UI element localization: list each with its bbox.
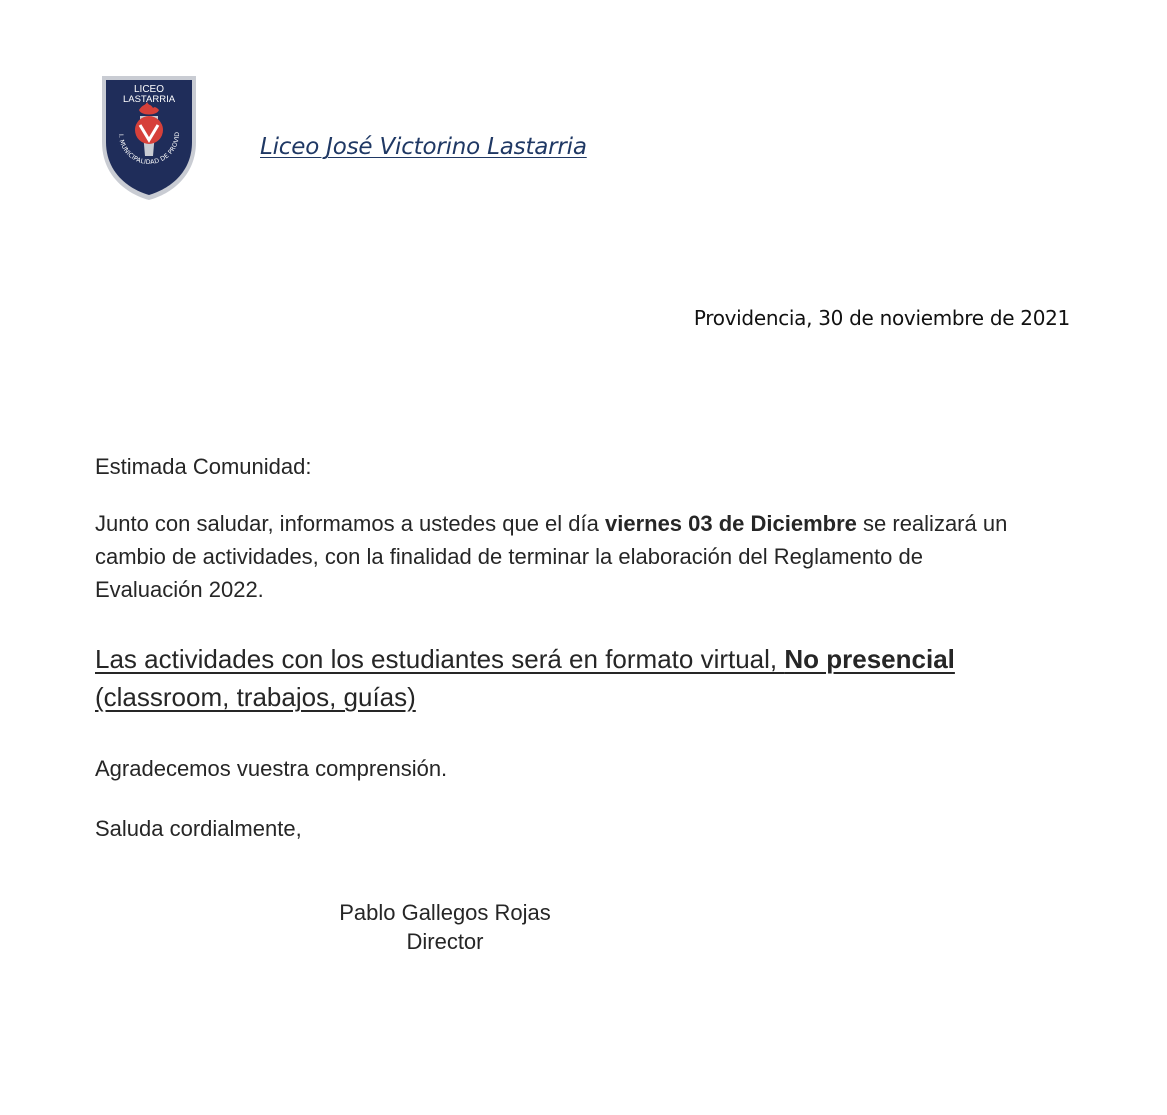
svg-text:LASTARRIA: LASTARRIA: [122, 94, 176, 105]
salutation: Estimada Comunidad:: [95, 454, 312, 479]
event-date-bold: viernes 03 de Diciembre: [604, 511, 857, 536]
paragraph-text-continued: se realizará un cambio de actividades, con la finalidad de terminar la elaboración del Reglamento de Evaluación 2022.: [95, 511, 1008, 602]
signer-title: Director: [406, 929, 484, 954]
school-crest-logo: [99, 72, 199, 202]
crest-shield-icon: [99, 72, 199, 202]
svg-text:LICEO: LICEO: [133, 84, 165, 95]
signer-name: Pablo Gallegos Rojas: [339, 900, 551, 925]
closing-line: Saluda cordialmente,: [95, 816, 302, 841]
thanks-line: Agradecemos vuestra comprensión.: [95, 756, 448, 781]
svg-text:I. MUNICIPALIDAD DE PROVIDENCI: I. MUNICIPALIDAD DE PROVID: [116, 131, 182, 167]
signature-block: [300, 898, 590, 956]
paragraph-text: Junto con saludar, informamos a ustedes que el día: [95, 511, 605, 536]
virtual-activities-notice: [95, 640, 1095, 716]
date-line: Providencia, 30 de noviembre de 2021: [693, 306, 1070, 330]
notice-text: Las actividades con los estudiantes será en formato virtual,: [95, 644, 785, 674]
body-paragraph: [95, 507, 1035, 606]
school-name-link[interactable]: Liceo José Victorino Lastarria: [260, 134, 587, 160]
notice-bold: No presencial: [784, 644, 955, 674]
notice-text-continued: (classroom, trabajos, guías): [95, 682, 416, 712]
